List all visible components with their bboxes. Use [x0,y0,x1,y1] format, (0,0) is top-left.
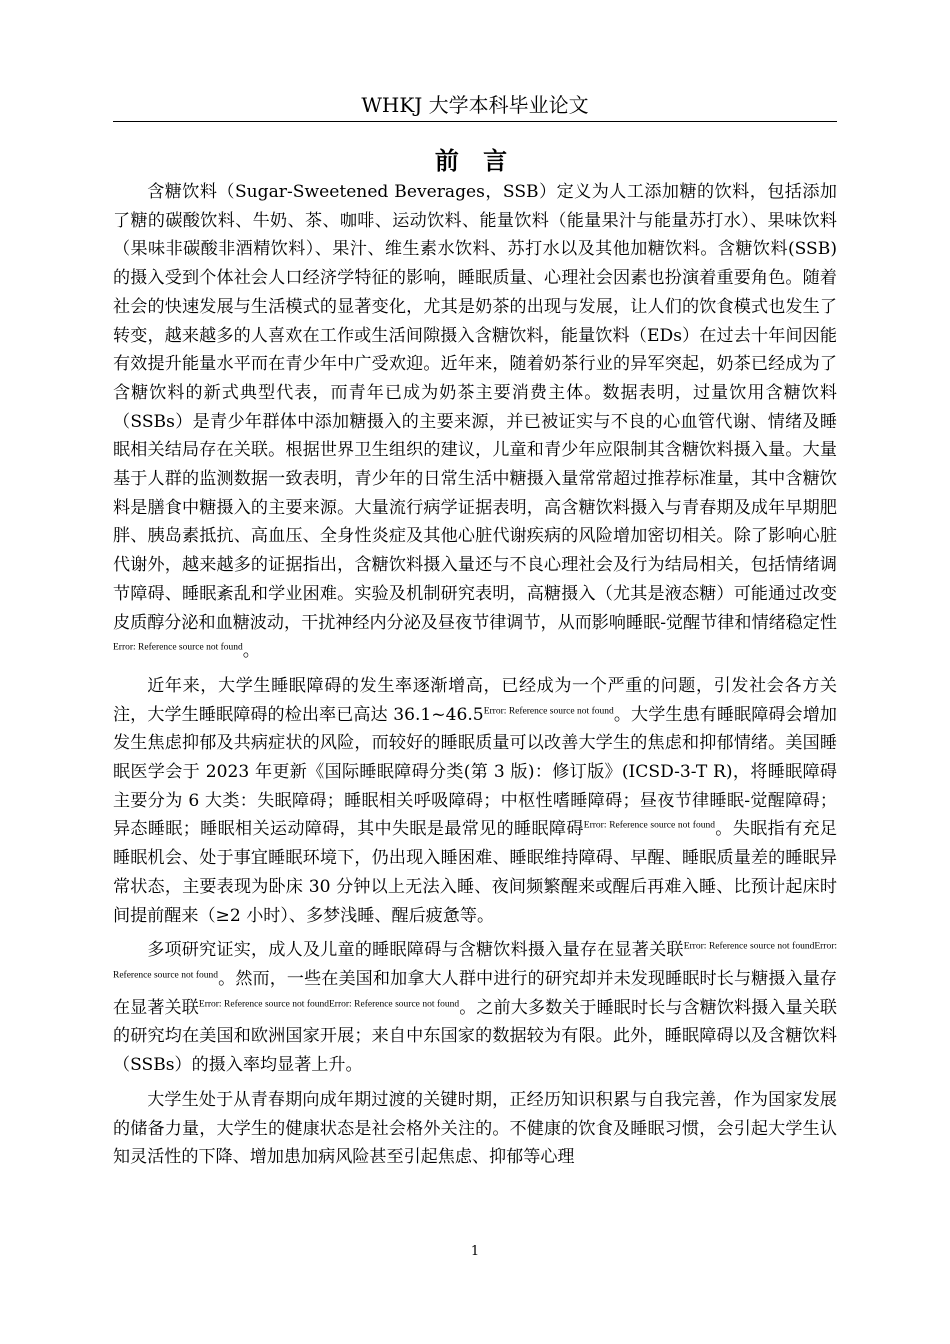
page-number: 1 [470,1244,480,1259]
paragraph-text: 。然而，一些在美国和加拿大人群中进行的研究却并未发现睡眠时长与糖摄入量存在显著关联 [113,968,838,1018]
paragraph-text: 含糖饮料（Sugar-Sweetened Beverages，SSB）定义为人工添加糖的饮料，包括添加了糖的碳酸饮料、牛奶、茶、咖啡、运动饮料、能量饮料（能量果汁与能量苏打水）、果味饮料（果味非碳酸非酒精饮料）、果汁、维生素水饮料、苏打水以及其他加糖饮料。含糖饮料(SSB)的摄入受到个体社会人口经济学特征的影响，睡眠质量、心理社会因素也扮演着重要角色。随着社会的快速发展与生活模式的显著变化，尤其是奶茶的出现与发展，让人们的饮食模式也发生了转变，越来越多的人喜欢在工作或生活间隙摄入含糖饮料，能量饮料（EDs）在过去十年间因能有效提升能量水平而在青少年中广受欢迎。近年来，随着奶茶行业的异军突起，奶茶已经成为了含糖饮料的新式典型代表，而青年已成为奶茶主要消费主体。数据表明，过量饮用含糖饮料（SSBs）是青少年群体中添加糖摄入的主要来源，并已被证实与不良的心血管代谢、情绪及睡眠相关结局存在关联。根据世界卫生组织的建议，儿童和青少年应限制其含糖饮料摄入量。大量基于人群的监测数据一致表明，青少年的日常生活中糖摄入量常常超过推荐标准量，其中含糖饮料是膳食中糖摄入的主要来源。大量流行病学证据表明，高含糖饮料摄入与青春期及成年早期肥胖、胰岛素抵抗、高血压、全身性炎症及其他心脏代谢疾病的风险增加密切相关。除了影响心脏代谢外，越来越多的证据指出，含糖饮料摄入量还与不良心理社会及行为结局相关，包括情绪调节障碍、睡眠紊乱和学业困难。实验及机制研究表明，高糖摄入（尤其是液态糖）可能通过改变皮质醇分泌和血糖波动，干扰神经内分泌及昼夜节律调节，从而影响睡眠-觉醒节律和情绪稳定性 [113,182,837,633]
paragraph-text: 近年来，大学生睡眠障碍的发生率逐渐增高，已经成为一个严重的问题，引发社会各方关注，大学生睡眠障碍的检出率已高达 36.1~46.5 [113,675,837,725]
paragraph-text: 。 [242,641,260,662]
paragraph-text: 大学生处于从青春期向成年期过渡的关键时期，正经历知识积累与自我完善，作为国家发展的储备力量，大学生的健康状态是社会格外关注的。不健康的饮食及睡眠习惯，会引起大学生认知灵活性的下降、增加患加病风险甚至引起焦虑、抑郁等心理 [113,1089,837,1168]
reference-error-marker: Error: Reference source not found [483,705,614,716]
header-rule [113,121,837,122]
reference-error-marker: Error: Reference source not foundError: Reference source not found [198,999,460,1009]
paragraph-text: 。大学生患有睡眠障碍会增加发生焦虑抑郁及共病症状的风险，而较好的睡眠质量可以改善大学生的焦虑和抑郁情绪。美国睡眠医学会于 2023 年更新《国际睡眠障碍分类(第 3 版)：修订版》(ICSD-3-T R)，将睡眠障碍主要分为 6 大类：失眠障碍；睡眠相关呼吸障碍；中枢性嗜睡障碍；昼夜节律睡眠-觉醒障碍；异态睡眠；睡眠相关运动障碍，其中失眠是最常见的睡眠障碍 [113,704,837,840]
paragraph-text: 。之前大多数关于睡眠时长与含糖饮料摄入量关联的研究均在美国和欧洲国家开展；来自中东国家的数据较为有限。此外，睡眠障碍以及含糖饮料（SSBs）的摄入率均显著上升。 [113,997,837,1076]
paragraph [113,1086,837,1172]
section-title: 前 言 [434,146,516,175]
paragraph-text: 多项研究证实，成人及儿童的睡眠障碍与含糖饮料摄入量存在显著关联 [147,940,684,961]
paragraph [113,936,837,1080]
paragraph [113,672,837,930]
running-header: WHKJ 大学本科毕业论文 [361,93,589,117]
paragraph [113,178,837,666]
body-text [113,178,837,1172]
reference-error-marker: Error: Reference source not found [113,642,243,653]
paragraph-text: 。失眠指有充足睡眠机会、处于事宜睡眠环境下，仍出现入睡困难、睡眠维持障碍、早醒、睡眠质量差的睡眠异常状态，主要表现为卧床 30 分钟以上无法入睡、夜间频繁醒来或醒后再难入睡、比预计起床时间提前醒来（≥2 小时）、多梦浅睡、醒后疲惫等。 [113,819,838,926]
reference-error-marker: Error: Reference source not foundError: Reference source not found [113,941,837,981]
reference-error-marker: Error: Reference source not found [583,820,715,831]
